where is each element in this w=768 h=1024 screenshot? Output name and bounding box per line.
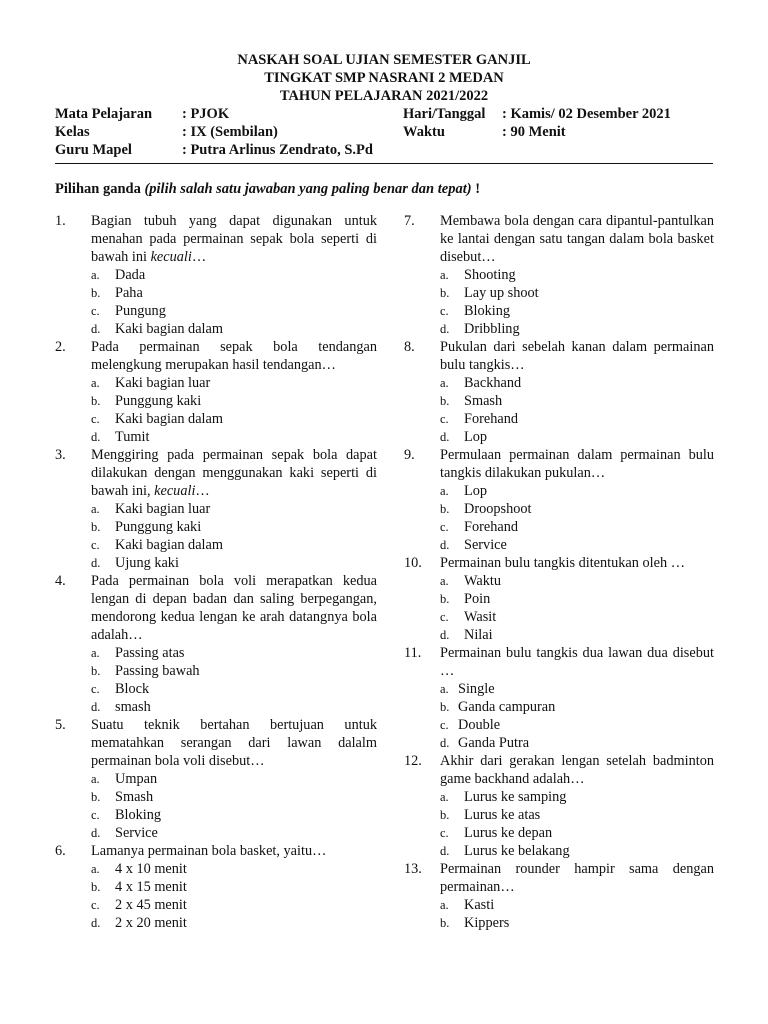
answer-option xyxy=(440,896,714,914)
question-emphasis: kecuali xyxy=(150,249,192,265)
option-letter: c. xyxy=(91,682,100,696)
question-number: 3. xyxy=(55,447,66,463)
option-text: Kaki bagian dalam xyxy=(115,411,223,427)
answer-option xyxy=(440,500,714,518)
school-name: TINGKAT SMP NASRANI 2 MEDAN xyxy=(264,70,504,86)
options-list xyxy=(404,788,714,860)
option-text: Lurus ke depan xyxy=(464,825,553,841)
question-number: 2. xyxy=(55,339,66,355)
option-letter: d. xyxy=(91,556,101,570)
question-number: 5. xyxy=(55,717,66,733)
questions-column-left xyxy=(55,212,377,932)
answer-option xyxy=(91,896,377,914)
option-text: Waktu xyxy=(464,573,501,589)
time-value: : 90 Menit xyxy=(502,124,566,140)
question-text xyxy=(440,338,714,374)
answer-option xyxy=(91,680,377,698)
question xyxy=(55,446,377,500)
answer-option xyxy=(440,482,714,500)
question-text xyxy=(91,446,377,500)
question-stem: Menggiring pada permainan sepak bola dapat dilakukan dengan menggunakan kaki seperti di bawah ini, xyxy=(91,447,377,499)
option-text: Smash xyxy=(464,393,503,409)
answer-option xyxy=(440,842,714,860)
option-letter: c. xyxy=(440,826,449,840)
option-letter: a. xyxy=(91,376,100,390)
question xyxy=(404,554,714,572)
option-text: Lurus ke samping xyxy=(464,789,567,805)
option-letter: a. xyxy=(440,376,449,390)
question-text xyxy=(91,338,377,374)
option-text: Poin xyxy=(464,591,491,607)
option-text: Dribbling xyxy=(464,321,520,337)
option-text: Lay up shoot xyxy=(464,285,539,301)
option-text: smash xyxy=(115,699,151,715)
option-letter: a. xyxy=(440,682,449,696)
option-text: Passing bawah xyxy=(115,663,200,679)
option-letter: b. xyxy=(91,664,101,678)
option-letter: b. xyxy=(440,916,450,930)
answer-option xyxy=(440,572,714,590)
question-number: 4. xyxy=(55,573,66,589)
options-list xyxy=(404,482,714,554)
question-number: 13. xyxy=(404,861,422,877)
option-letter: a. xyxy=(440,574,449,588)
answer-option xyxy=(91,824,377,842)
options-list xyxy=(404,896,714,932)
answer-option xyxy=(91,428,377,446)
instruction xyxy=(55,181,480,198)
question-text xyxy=(440,212,714,266)
option-text: Lop xyxy=(464,483,488,499)
question-block xyxy=(55,842,377,932)
answer-option xyxy=(440,824,714,842)
question xyxy=(55,716,377,770)
option-letter: b. xyxy=(91,520,101,534)
question xyxy=(404,860,714,896)
options-list xyxy=(404,572,714,644)
option-text: Backhand xyxy=(464,375,522,391)
option-text: Service xyxy=(115,825,158,841)
option-text: Smash xyxy=(115,789,154,805)
answer-option xyxy=(91,410,377,428)
answer-option xyxy=(440,302,714,320)
option-letter: b. xyxy=(440,592,450,606)
answer-option xyxy=(91,644,377,662)
answer-option xyxy=(91,284,377,302)
option-text: Single xyxy=(458,681,495,697)
question-block xyxy=(404,554,714,644)
answer-option xyxy=(91,536,377,554)
question-stem: Pada permainan bola voli merapatkan kedua lengan di depan badan dan saling berpegangan, mendorong kedua lengan ke arah datangnya bola adalah… xyxy=(91,573,377,643)
option-text: 2 x 45 menit xyxy=(115,897,187,913)
option-text: Kaki bagian luar xyxy=(115,501,211,517)
answer-option xyxy=(440,716,714,734)
option-letter: c. xyxy=(91,304,100,318)
option-text: Tumit xyxy=(115,429,150,445)
time-label: Waktu xyxy=(403,124,445,140)
answer-option xyxy=(91,878,377,896)
option-letter: d. xyxy=(440,322,450,336)
option-text: Nilai xyxy=(464,627,493,643)
answer-option xyxy=(91,662,377,680)
option-text: Ganda Putra xyxy=(458,735,530,751)
option-letter: d. xyxy=(440,844,450,858)
question-text xyxy=(440,644,714,680)
option-letter: c. xyxy=(440,412,449,426)
options-list xyxy=(404,374,714,446)
option-letter: c. xyxy=(440,610,449,624)
option-letter: a. xyxy=(440,484,449,498)
answer-option xyxy=(91,302,377,320)
answer-option xyxy=(91,392,377,410)
option-letter: b. xyxy=(91,286,101,300)
question-block xyxy=(55,572,377,716)
question-block xyxy=(404,446,714,554)
answer-option xyxy=(440,410,714,428)
option-text: Kasti xyxy=(464,897,495,913)
option-text: Ujung kaki xyxy=(115,555,179,571)
option-text: Punggung kaki xyxy=(115,519,202,535)
option-letter: a. xyxy=(91,862,100,876)
options-list xyxy=(55,374,377,446)
question-block xyxy=(404,338,714,446)
question-stem: Suatu teknik bertahan bertujuan untuk mematahkan serangan dari lawan dalalm permainan bola voli disebut… xyxy=(91,717,377,769)
question-text xyxy=(91,212,377,266)
class-label: Kelas xyxy=(55,124,90,140)
class-value: : IX (Sembilan) xyxy=(182,124,278,140)
options-list xyxy=(404,266,714,338)
option-letter: c. xyxy=(440,718,449,732)
option-text: Ganda campuran xyxy=(458,699,556,715)
option-text: Paha xyxy=(115,285,143,301)
question xyxy=(55,212,377,266)
instruction-tail: ! xyxy=(471,181,481,197)
question-block xyxy=(55,212,377,338)
answer-option xyxy=(91,860,377,878)
option-text: Kaki bagian luar xyxy=(115,375,211,391)
answer-option xyxy=(91,320,377,338)
question-emphasis: kecuali xyxy=(154,483,196,499)
option-letter: a. xyxy=(440,790,449,804)
option-text: 2 x 20 menit xyxy=(115,915,187,931)
option-letter: c. xyxy=(440,520,449,534)
answer-option xyxy=(91,914,377,932)
answer-option xyxy=(91,770,377,788)
answer-option xyxy=(440,590,714,608)
question-number: 12. xyxy=(404,753,422,769)
question-stem: Permulaan permainan dalam permainan bulu tangkis dilakukan pukulan… xyxy=(440,447,714,481)
header-divider xyxy=(55,163,713,164)
question-number: 11. xyxy=(404,645,422,661)
option-text: Wasit xyxy=(464,609,497,625)
option-letter: a. xyxy=(440,898,449,912)
question xyxy=(404,338,714,374)
option-text: Droopshoot xyxy=(464,501,532,517)
options-list xyxy=(55,644,377,716)
question-stem: Permainan rounder hampir sama dengan permainan… xyxy=(440,861,714,895)
option-text: Shooting xyxy=(464,267,516,283)
option-text: Lurus ke belakang xyxy=(464,843,570,859)
option-letter: a. xyxy=(440,268,449,282)
answer-option xyxy=(440,608,714,626)
option-letter: d. xyxy=(440,628,450,642)
question xyxy=(55,842,377,860)
option-letter: d. xyxy=(91,700,101,714)
question-text xyxy=(91,572,377,644)
option-text: Lop xyxy=(464,429,488,445)
question-block xyxy=(404,752,714,860)
option-letter: b. xyxy=(440,394,450,408)
option-letter: b. xyxy=(91,880,101,894)
exam-title: NASKAH SOAL UJIAN SEMESTER GANJIL xyxy=(237,52,531,68)
option-letter: d. xyxy=(91,430,101,444)
academic-year: TAHUN PELAJARAN 2021/2022 xyxy=(279,88,489,104)
question-block xyxy=(55,446,377,572)
question-stem: Lamanya permainan bola basket, yaitu… xyxy=(91,843,327,859)
subject-label: Mata Pelajaran xyxy=(55,106,153,122)
date-value: : Kamis/ 02 Desember 2021 xyxy=(502,106,671,122)
option-letter: a. xyxy=(91,502,100,516)
answer-option xyxy=(440,734,714,752)
question-stem: Akhir dari gerakan lengan setelah badminton game backhand adalah… xyxy=(440,753,714,787)
answer-option xyxy=(440,536,714,554)
question-text xyxy=(440,860,714,896)
option-text: Kaki bagian dalam xyxy=(115,321,223,337)
answer-option xyxy=(440,680,714,698)
answer-option xyxy=(440,914,714,932)
answer-option xyxy=(91,500,377,518)
answer-option xyxy=(91,806,377,824)
option-text: Lurus ke atas xyxy=(464,807,541,823)
question-block xyxy=(55,338,377,446)
option-text: Double xyxy=(458,717,501,733)
option-text: Umpan xyxy=(115,771,158,787)
question-block xyxy=(55,716,377,842)
answer-option xyxy=(440,806,714,824)
option-text: Pungung xyxy=(115,303,166,319)
option-text: Passing atas xyxy=(115,645,185,661)
options-list xyxy=(55,770,377,842)
option-text: Dada xyxy=(115,267,146,283)
answer-option xyxy=(440,392,714,410)
option-text: Forehand xyxy=(464,519,518,535)
answer-option xyxy=(440,266,714,284)
option-letter: b. xyxy=(440,502,450,516)
question-tail: … xyxy=(191,249,207,265)
option-letter: d. xyxy=(91,826,101,840)
option-letter: b. xyxy=(91,394,101,408)
option-letter: b. xyxy=(91,790,101,804)
question-block xyxy=(404,644,714,752)
question xyxy=(404,752,714,788)
option-letter: c. xyxy=(91,898,100,912)
instruction-italic: (pilih salah satu jawaban yang paling benar dan tepat) xyxy=(144,181,472,197)
question-stem: Bagian tubuh yang dapat digunakan untuk menahan pada permainan sepak bola seperti di bawah ini xyxy=(91,213,377,265)
answer-option xyxy=(440,374,714,392)
option-letter: d. xyxy=(440,736,450,750)
option-letter: d. xyxy=(440,538,450,552)
option-letter: a. xyxy=(91,772,100,786)
option-letter: c. xyxy=(91,412,100,426)
option-letter: d. xyxy=(440,430,450,444)
answer-option xyxy=(440,698,714,716)
question-text xyxy=(91,716,377,770)
option-letter: d. xyxy=(91,916,101,930)
answer-option xyxy=(440,284,714,302)
answer-option xyxy=(91,518,377,536)
question-number: 6. xyxy=(55,843,66,859)
option-letter: d. xyxy=(91,322,101,336)
option-letter: c. xyxy=(91,538,100,552)
question xyxy=(404,644,714,680)
question-stem: Permainan bulu tangkis ditentukan oleh … xyxy=(440,555,685,571)
answer-option xyxy=(91,374,377,392)
option-text: Bloking xyxy=(464,303,511,319)
question-stem: Membawa bola dengan cara dipantul-pantulkan ke lantai dengan satu tangan dalam bola basket disebut… xyxy=(440,213,714,265)
option-text: 4 x 10 menit xyxy=(115,861,187,877)
option-text: Service xyxy=(464,537,507,553)
option-text: Kippers xyxy=(464,915,510,931)
option-text: Punggung kaki xyxy=(115,393,202,409)
option-text: Forehand xyxy=(464,411,518,427)
question xyxy=(404,212,714,266)
answer-option xyxy=(440,788,714,806)
option-text: Kaki bagian dalam xyxy=(115,537,223,553)
answer-option xyxy=(440,320,714,338)
question-number: 1. xyxy=(55,213,66,229)
question-stem: Pukulan dari sebelah kanan dalam permainan bulu tangkis… xyxy=(440,339,714,373)
option-letter: b. xyxy=(440,286,450,300)
question-block xyxy=(404,860,714,932)
answer-option xyxy=(91,554,377,572)
question xyxy=(404,446,714,482)
question-text xyxy=(91,842,377,860)
answer-option xyxy=(91,266,377,284)
options-list xyxy=(404,680,714,752)
answer-option xyxy=(91,788,377,806)
option-letter: c. xyxy=(91,808,100,822)
answer-option xyxy=(440,626,714,644)
answer-option xyxy=(440,428,714,446)
subject-value: : PJOK xyxy=(182,106,230,122)
option-letter: b. xyxy=(440,808,450,822)
option-letter: a. xyxy=(91,646,100,660)
question-number: 8. xyxy=(404,339,415,355)
question-text xyxy=(440,752,714,788)
questions-column-right xyxy=(404,212,714,932)
teacher-value: : Putra Arlinus Zendrato, S.Pd xyxy=(182,142,373,158)
option-text: 4 x 15 menit xyxy=(115,879,187,895)
instruction-lead: Pilihan ganda xyxy=(55,181,145,197)
question-stem: Pada permainan sepak bola tendangan melengkung merupakan hasil tendangan… xyxy=(91,339,377,373)
option-letter: a. xyxy=(91,268,100,282)
question-number: 7. xyxy=(404,213,415,229)
question-text xyxy=(440,446,714,482)
question-tail: … xyxy=(195,483,210,499)
options-list xyxy=(55,860,377,932)
option-text: Bloking xyxy=(115,807,162,823)
option-letter: b. xyxy=(440,700,450,714)
answer-option xyxy=(91,698,377,716)
question-stem: Permainan bulu tangkis dua lawan dua disebut … xyxy=(440,645,714,679)
question-number: 9. xyxy=(404,447,415,463)
options-list xyxy=(55,500,377,572)
question xyxy=(55,572,377,644)
question xyxy=(55,338,377,374)
question-number: 10. xyxy=(404,555,422,571)
options-list xyxy=(55,266,377,338)
option-text: Block xyxy=(115,681,150,697)
question-block xyxy=(404,212,714,338)
option-letter: c. xyxy=(440,304,449,318)
teacher-label: Guru Mapel xyxy=(55,142,132,158)
answer-option xyxy=(440,518,714,536)
date-label: Hari/Tanggal xyxy=(403,106,486,122)
question-text xyxy=(440,554,714,572)
